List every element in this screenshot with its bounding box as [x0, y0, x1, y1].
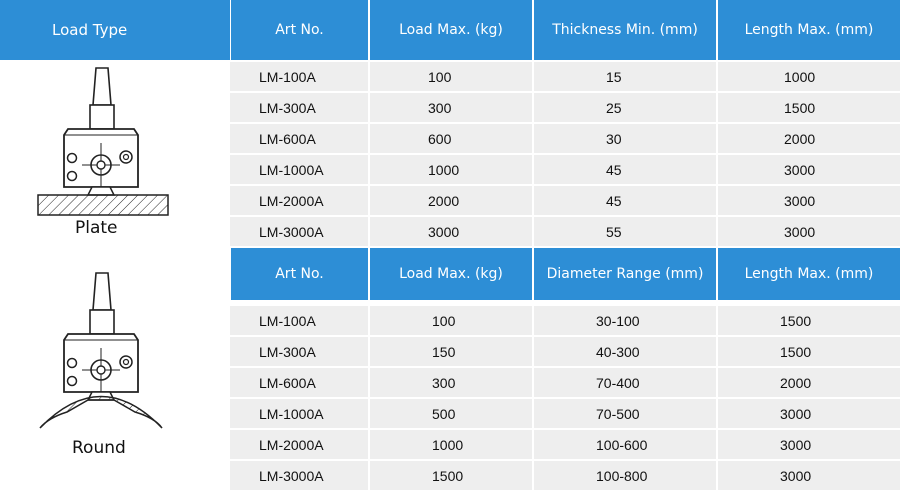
plate-cell-thickness-min: 45	[606, 161, 622, 178]
plate-cell-load-max: 300	[428, 99, 452, 116]
plate-cell-length-max: 1000	[784, 68, 816, 85]
column-divider	[532, 62, 534, 248]
round-cell-diameter-range: 100-800	[596, 467, 648, 484]
round-cell-art-no: LM-2000A	[259, 436, 324, 453]
plate-cell-thickness-min: 55	[606, 223, 622, 240]
round-cell-art-no: LM-100A	[259, 312, 316, 329]
round-cell-length-max: 3000	[780, 405, 812, 422]
plate-cell-art-no: LM-1000A	[259, 161, 324, 178]
plate-cell-thickness-min: 45	[606, 192, 622, 209]
round-cell-length-max: 3000	[780, 467, 812, 484]
round-cell-load-max: 1500	[432, 467, 464, 484]
plate-header-load-max: Load Max. (kg)	[370, 0, 532, 60]
plate-table-row	[230, 62, 900, 91]
round-cell-diameter-range: 70-400	[596, 374, 640, 391]
plate-cell-load-max: 2000	[428, 192, 460, 209]
plate-cell-length-max: 3000	[784, 223, 816, 240]
plate-cell-thickness-min: 25	[606, 99, 622, 116]
plate-cell-load-max: 3000	[428, 223, 460, 240]
column-divider	[716, 306, 718, 497]
round-label: Round	[72, 438, 126, 458]
plate-cell-load-max: 100	[428, 68, 452, 85]
column-divider	[368, 62, 370, 248]
round-cell-load-max: 300	[432, 374, 456, 391]
lifting-magnet-plate-icon	[30, 65, 180, 225]
round-table-row	[230, 368, 900, 397]
column-divider	[716, 62, 718, 248]
plate-header-art-no: Art No.	[231, 0, 368, 60]
round-header-art-no: Art No.	[231, 248, 368, 300]
plate-table-row	[230, 186, 900, 215]
lifting-magnet-round-icon	[30, 270, 180, 440]
plate-header-length-max: Length Max. (mm)	[718, 0, 900, 60]
plate-table-row	[230, 155, 900, 184]
plate-cell-art-no: LM-3000A	[259, 223, 324, 240]
plate-cell-load-max: 600	[428, 130, 452, 147]
column-divider	[532, 306, 534, 497]
round-cell-load-max: 100	[432, 312, 456, 329]
plate-cell-art-no: LM-300A	[259, 99, 316, 116]
round-header-diameter-range: Diameter Range (mm)	[534, 248, 716, 300]
round-cell-diameter-range: 70-500	[596, 405, 640, 422]
load-type-column	[0, 60, 230, 503]
round-cell-art-no: LM-1000A	[259, 405, 324, 422]
round-cell-art-no: LM-3000A	[259, 467, 324, 484]
round-table-row	[230, 337, 900, 366]
plate-cell-length-max: 2000	[784, 130, 816, 147]
plate-table-row	[230, 124, 900, 153]
round-header-length-max: Length Max. (mm)	[718, 248, 900, 300]
plate-label: Plate	[75, 218, 118, 238]
round-cell-diameter-range: 100-600	[596, 436, 648, 453]
round-cell-load-max: 500	[432, 405, 456, 422]
round-cell-length-max: 1500	[780, 343, 812, 360]
plate-cell-thickness-min: 15	[606, 68, 622, 85]
round-cell-art-no: LM-300A	[259, 343, 316, 360]
round-cell-load-max: 1000	[432, 436, 464, 453]
plate-cell-length-max: 1500	[784, 99, 816, 116]
plate-cell-art-no: LM-100A	[259, 68, 316, 85]
round-header-load-max: Load Max. (kg)	[370, 248, 532, 300]
round-cell-diameter-range: 30-100	[596, 312, 640, 329]
round-table-row	[230, 306, 900, 335]
round-table-row	[230, 399, 900, 428]
round-cell-length-max: 2000	[780, 374, 812, 391]
plate-cell-thickness-min: 30	[606, 130, 622, 147]
round-cell-length-max: 1500	[780, 312, 812, 329]
column-divider	[368, 306, 370, 497]
round-cell-art-no: LM-600A	[259, 374, 316, 391]
plate-table-row	[230, 217, 900, 246]
plate-cell-art-no: LM-600A	[259, 130, 316, 147]
plate-cell-load-max: 1000	[428, 161, 460, 178]
plate-cell-art-no: LM-2000A	[259, 192, 324, 209]
plate-header-thickness-min: Thickness Min. (mm)	[534, 0, 716, 60]
plate-table-row	[230, 93, 900, 122]
round-table-row	[230, 461, 900, 490]
round-cell-diameter-range: 40-300	[596, 343, 640, 360]
plate-cell-length-max: 3000	[784, 192, 816, 209]
load-type-header	[0, 0, 230, 60]
round-table-row	[230, 430, 900, 459]
plate-cell-length-max: 3000	[784, 161, 816, 178]
round-cell-length-max: 3000	[780, 436, 812, 453]
load-type-header-label: Load Type	[52, 21, 128, 39]
round-cell-load-max: 150	[432, 343, 456, 360]
